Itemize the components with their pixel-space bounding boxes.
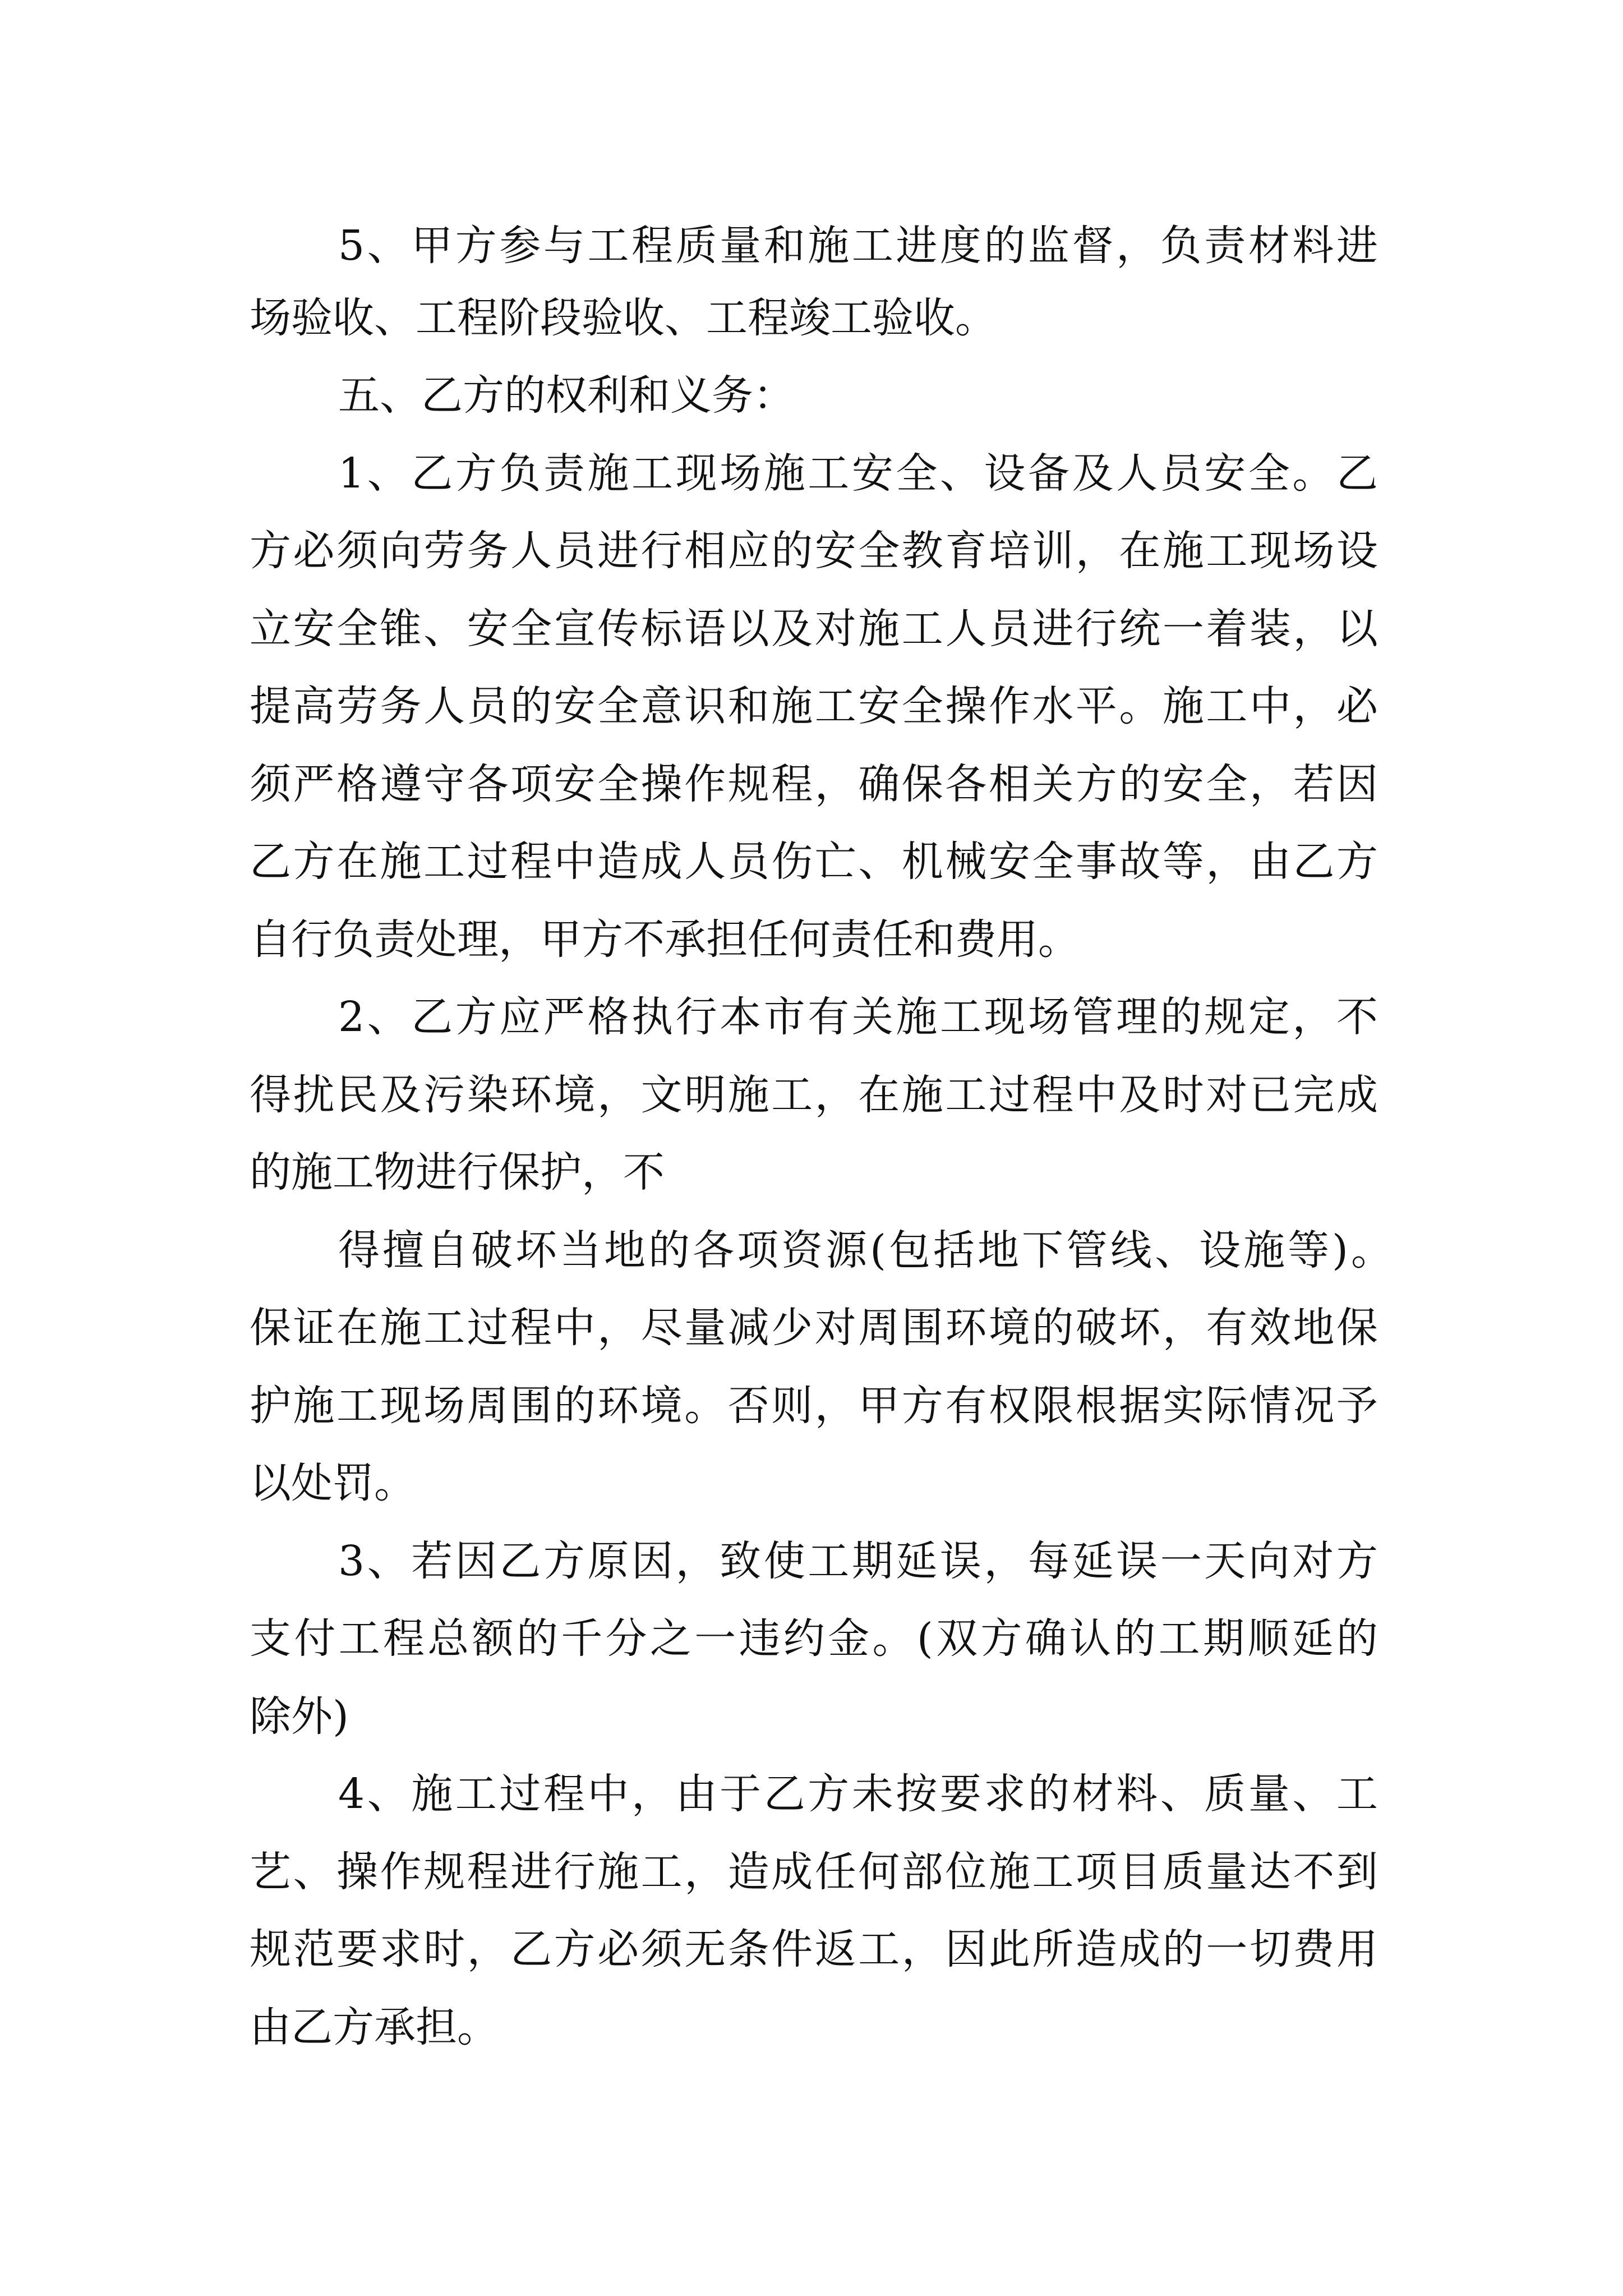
text-line-2: 场验收、工程阶段验收、工程竣工验收。 [250,294,997,342]
text-line-17: 以处罚。 [250,1459,416,1507]
text-line-6: 立安全锥、安全宣传标语以及对施工人员进行统一着装，以 [250,605,1378,653]
text-line-15: 保证在施工过程中，尽量减少对周围环境的破坏，有效地保 [250,1304,1378,1352]
text-line-14: 得擅自破坏当地的各项资源(包括地下管线、设施等)。 [338,1226,1393,1274]
text-line-9: 乙方在施工过程中造成人员伤亡、机械安全事故等，由乙方 [250,838,1378,886]
text-line-20: 除外) [250,1692,349,1741]
text-line-4: 1、乙方负责施工现场施工安全、设备及人员安全。乙 [338,449,1378,498]
text-line-10: 自行负责处理，甲方不承担任何责任和费用。 [250,915,1080,964]
text-line-19: 支付工程总额的千分之一违约金。(双方确认的工期顺延的 [250,1614,1378,1663]
text-line-23: 规范要求时，乙方必须无条件返工，因此所造成的一切费用 [250,1925,1378,1973]
section-heading: 五、乙方的权利和义务： [338,371,795,420]
text-line-8: 须严格遵守各项安全操作规程，确保各相关方的安全，若因 [250,760,1378,808]
text-line-24: 由乙方承担。 [250,2003,499,2051]
text-line-1: 5、甲方参与工程质量和施工进度的监督，负责材料进 [338,222,1378,270]
text-line-5: 方必须向劳务人员进行相应的安全教育培训，在施工现场设 [250,527,1378,575]
text-line-16: 护施工现场周围的环境。否则，甲方有权限根据实际情况予 [250,1382,1378,1430]
text-line-12: 得扰民及污染环境，文明施工，在施工过程中及时对已完成 [250,1071,1378,1119]
text-line-11: 2、乙方应严格执行本市有关施工现场管理的规定，不 [338,993,1378,1041]
text-line-22: 艺、操作规程进行施工，造成任何部位施工项目质量达不到 [250,1848,1378,1896]
text-line-21: 4、施工过程中，由于乙方未按要求的材料、质量、工 [338,1770,1378,1818]
text-line-18: 3、若因乙方原因，致使工期延误，每延误一天向对方 [338,1537,1378,1585]
text-line-13: 的施工物进行保护，不 [250,1148,665,1197]
text-line-7: 提高劳务人员的安全意识和施工安全操作水平。施工中，必 [250,682,1378,730]
